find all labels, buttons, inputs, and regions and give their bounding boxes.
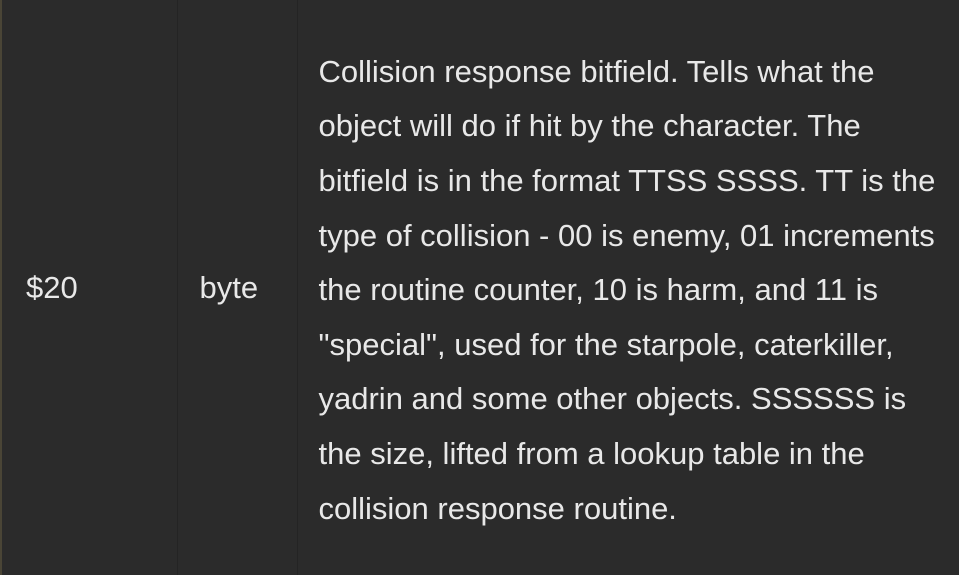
type-cell: byte <box>177 0 297 575</box>
field-table <box>2 0 959 575</box>
table-row <box>2 0 959 575</box>
offset-cell: $20 <box>2 0 177 575</box>
description-cell: Collision response bitfield. Tells what the object will do if hit by the character. The bitfield is in the format TTSS SSSS. TT is the type of collision - 00 is enemy, 01 increments the routine counter, 10 is harm, and 11 is "special", used for the starpole, caterkiller, yadrin and some other objects. SSSSSS is the size, lifted from a lookup table in the collision response routine. <box>318 53 936 526</box>
